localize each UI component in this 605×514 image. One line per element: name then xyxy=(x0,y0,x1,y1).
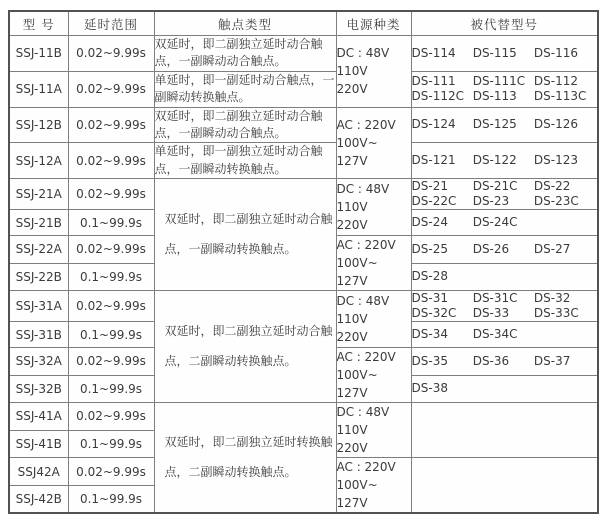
replaced-model: DS-112C xyxy=(411,89,464,104)
power-line: 220V xyxy=(336,441,368,456)
table-row xyxy=(9,143,598,179)
power-line: 100V~ xyxy=(336,368,378,383)
power-type-cell xyxy=(336,291,411,348)
model-cell: SSJ-11A xyxy=(9,71,68,107)
table-row xyxy=(9,71,598,107)
replaced-models-cell xyxy=(411,458,598,514)
contact-type-cell: 单延时，即一副延时动合触点，一副瞬动转换触点。 xyxy=(154,71,336,107)
replaced-model: DS-21C xyxy=(472,179,518,194)
delay-range-cell: 0.02~9.99s xyxy=(68,71,154,107)
model-cell: SSJ-21B xyxy=(9,210,68,236)
replaced-model: DS-32 xyxy=(533,291,571,306)
model-cell: SSJ-32B xyxy=(9,375,68,403)
replaced-models-line xyxy=(412,354,598,369)
replaced-models-cell xyxy=(411,291,598,322)
header-replaced-model: 被代替型号 xyxy=(411,11,598,36)
replaced-models-line xyxy=(412,46,598,61)
replaced-models-line xyxy=(412,242,598,257)
replaced-model: DS-124 xyxy=(411,117,456,132)
power-line: 110V xyxy=(336,64,368,79)
replaced-models-line xyxy=(412,153,598,168)
replaced-model: DS-114 xyxy=(411,45,456,60)
replaced-model: DS-22C xyxy=(411,194,457,209)
power-type-cell xyxy=(336,107,411,179)
model-cell: SSJ-42B xyxy=(9,485,68,513)
model-cell: SSJ-41B xyxy=(9,430,68,458)
power-line: DC : 48V xyxy=(336,46,390,61)
replaced-models-cell xyxy=(411,375,598,403)
replaced-model: DS-36 xyxy=(472,353,510,368)
header-contact-type: 触点类型 xyxy=(154,11,336,36)
replaced-model: DS-125 xyxy=(472,117,517,132)
power-line: 220V xyxy=(336,330,368,345)
replaced-model: DS-35 xyxy=(411,353,448,368)
model-cell: SSJ-21A xyxy=(9,179,68,210)
power-type-cell xyxy=(336,348,411,403)
delay-range-cell: 0.02~9.99s xyxy=(68,403,154,431)
replaced-model: DS-23C xyxy=(533,194,579,209)
model-cell: SSJ-32A xyxy=(9,348,68,376)
delay-range-cell: 0.1~99.9s xyxy=(68,485,154,513)
power-line: 110V xyxy=(336,423,368,438)
replaced-model: DS-28 xyxy=(411,269,448,284)
replaced-model: DS-122 xyxy=(472,153,517,168)
delay-range-cell: 0.02~9.99s xyxy=(68,348,154,376)
replaced-models-cell xyxy=(411,322,598,348)
replaced-models-line xyxy=(412,269,598,284)
power-line: AC : 220V xyxy=(336,238,396,253)
replaced-models-line xyxy=(412,327,598,342)
delay-range-cell: 0.02~9.99s xyxy=(68,179,154,210)
power-line: DC : 48V xyxy=(336,405,390,420)
model-cell: SSJ42A xyxy=(9,458,68,486)
replaced-models-cell xyxy=(411,403,598,458)
model-cell: SSJ-31A xyxy=(9,291,68,322)
header-power-type: 电源种类 xyxy=(336,11,411,36)
power-type-cell xyxy=(336,36,411,108)
replaced-model: DS-21 xyxy=(411,179,448,194)
power-line: 220V xyxy=(336,218,368,233)
contact-type-cell: 双延时，即二副独立延时动合触点，一副瞬动转换触点。 xyxy=(154,179,336,291)
contact-type-cell: 双延时，即二副独立延时转换触点，二副瞬动转换触点。 xyxy=(154,403,336,514)
replaced-model: DS-121 xyxy=(411,153,456,168)
replaced-models-line xyxy=(412,291,598,306)
replaced-models-line xyxy=(412,117,598,132)
table-row xyxy=(9,291,598,322)
delay-range-cell: 0.02~9.99s xyxy=(68,291,154,322)
power-line: DC : 48V xyxy=(336,294,390,309)
replaced-models-cell xyxy=(411,348,598,376)
replaced-models-cell xyxy=(411,107,598,143)
power-line: 110V xyxy=(336,312,368,327)
replaced-models-cell xyxy=(411,236,598,264)
model-cell: SSJ-41A xyxy=(9,403,68,431)
replaced-model: DS-37 xyxy=(533,353,571,368)
power-type-cell xyxy=(336,458,411,514)
power-line: DC : 48V xyxy=(336,182,390,197)
replaced-model: DS-123 xyxy=(533,153,578,168)
power-line: 100V~ xyxy=(336,478,378,493)
replaced-models-cell xyxy=(411,263,598,291)
replaced-model: DS-32C xyxy=(411,306,457,321)
model-cell: SSJ-31B xyxy=(9,322,68,348)
replaced-model: DS-33 xyxy=(472,306,510,321)
power-line: 100V~ xyxy=(336,256,378,271)
relay-spec-table xyxy=(8,10,599,514)
header-model: 型 号 xyxy=(9,11,68,36)
contact-type-cell: 双延时，即二副独立延时动合触点，一副瞬动动合触点。 xyxy=(154,36,336,72)
delay-range-cell: 0.1~99.9s xyxy=(68,375,154,403)
replaced-models-cell xyxy=(411,143,598,179)
replaced-model: DS-27 xyxy=(533,241,571,256)
power-line: 110V xyxy=(336,200,368,215)
replaced-model: DS-113C xyxy=(533,89,587,104)
replaced-models-line xyxy=(412,306,598,321)
replaced-model: DS-34C xyxy=(472,327,518,342)
delay-range-cell: 0.1~99.9s xyxy=(68,263,154,291)
replaced-model: DS-24C xyxy=(472,215,518,230)
replaced-model: DS-31 xyxy=(411,291,448,306)
delay-range-cell: 0.02~9.99s xyxy=(68,107,154,143)
replaced-model: DS-111 xyxy=(411,74,456,89)
power-type-cell xyxy=(336,179,411,236)
model-cell: SSJ-22B xyxy=(9,263,68,291)
table-row xyxy=(9,107,598,143)
replaced-model: DS-26 xyxy=(472,241,510,256)
replaced-models-line xyxy=(412,179,598,194)
table-row xyxy=(9,179,598,210)
replaced-models-cell xyxy=(411,71,598,107)
replaced-models-cell xyxy=(411,210,598,236)
replaced-model: DS-25 xyxy=(411,241,448,256)
delay-range-cell: 0.1~99.9s xyxy=(68,322,154,348)
delay-range-cell: 0.1~99.9s xyxy=(68,210,154,236)
replaced-model: DS-22 xyxy=(533,179,571,194)
header-row xyxy=(9,11,598,36)
contact-type-cell: 双延时，即二副独立延时动合触点，二副瞬动转换触点。 xyxy=(154,291,336,403)
contact-type-cell: 双延时，即二副独立延时动合触点，一副瞬动动合触点。 xyxy=(154,107,336,143)
delay-range-cell: 0.02~9.99s xyxy=(68,143,154,179)
replaced-models-line xyxy=(412,194,598,209)
replaced-model: DS-115 xyxy=(472,45,517,60)
power-line: 127V xyxy=(336,153,368,168)
replaced-model: DS-112 xyxy=(533,74,578,89)
replaced-model: DS-23 xyxy=(472,194,510,209)
replaced-models-line xyxy=(412,74,598,89)
replaced-model: DS-34 xyxy=(411,327,448,342)
replaced-model: DS-33C xyxy=(533,306,579,321)
model-cell: SSJ-11B xyxy=(9,36,68,72)
table-row xyxy=(9,403,598,431)
power-line: 100V~ xyxy=(336,135,378,150)
replaced-model: DS-126 xyxy=(533,117,578,132)
power-line: AC : 220V xyxy=(336,350,396,365)
power-line: AC : 220V xyxy=(336,460,396,475)
contact-type-cell: 单延时，即一副独立延时动合触点，一副瞬动转换触点。 xyxy=(154,143,336,179)
delay-range-cell: 0.02~9.99s xyxy=(68,458,154,486)
replaced-model: DS-31C xyxy=(472,291,518,306)
replaced-models-cell xyxy=(411,179,598,210)
model-cell: SSJ-22A xyxy=(9,236,68,264)
power-line: 127V xyxy=(336,496,368,511)
delay-range-cell: 0.1~99.9s xyxy=(68,430,154,458)
table-row xyxy=(9,36,598,72)
power-line: AC : 220V xyxy=(336,117,396,132)
replaced-models-line xyxy=(412,89,598,104)
model-cell: SSJ-12A xyxy=(9,143,68,179)
power-type-cell xyxy=(336,236,411,291)
power-type-cell xyxy=(336,403,411,458)
delay-range-cell: 0.02~9.99s xyxy=(68,236,154,264)
replaced-model: DS-116 xyxy=(533,45,578,60)
replaced-model: DS-24 xyxy=(411,215,448,230)
model-cell: SSJ-12B xyxy=(9,107,68,143)
replaced-models-line xyxy=(412,215,598,230)
replaced-model: DS-113 xyxy=(472,89,517,104)
header-delay-range: 延时范围 xyxy=(68,11,154,36)
replaced-models-cell xyxy=(411,36,598,72)
power-line: 127V xyxy=(336,274,368,289)
replaced-models-line xyxy=(412,381,598,396)
power-line: 127V xyxy=(336,386,368,401)
delay-range-cell: 0.02~9.99s xyxy=(68,36,154,72)
replaced-model: DS-38 xyxy=(411,381,448,396)
replaced-model: DS-111C xyxy=(472,74,526,89)
power-line: 220V xyxy=(336,82,368,97)
